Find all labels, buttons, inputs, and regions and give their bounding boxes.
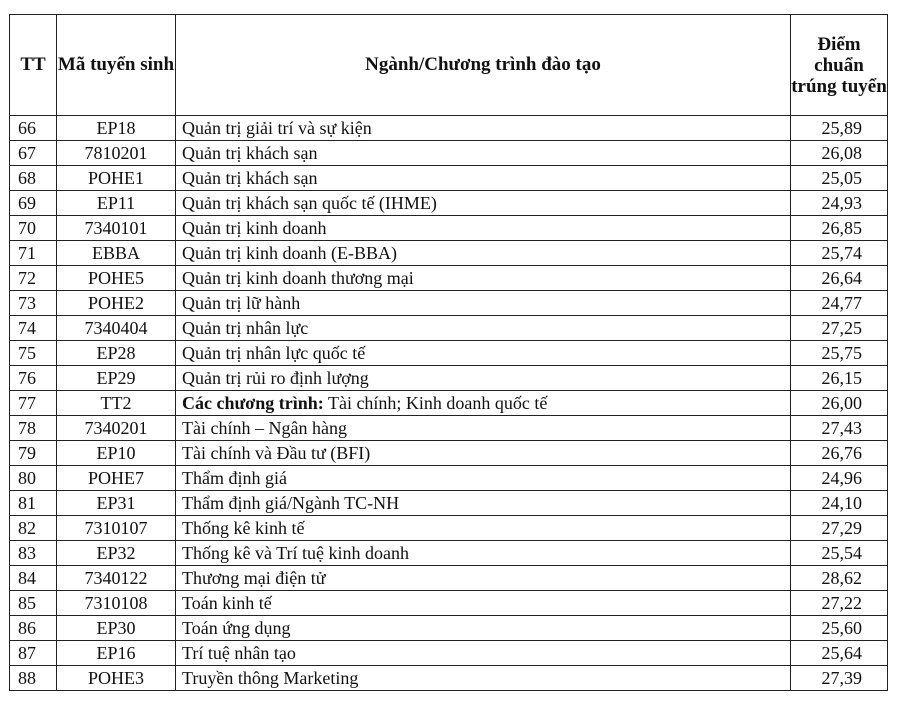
program-name-text: Thương mại điện tử xyxy=(182,568,326,588)
admission-code: EP31 xyxy=(57,491,176,516)
program-name xyxy=(176,641,791,666)
admission-code: EP30 xyxy=(57,616,176,641)
row-number: 81 xyxy=(10,491,57,516)
table-row xyxy=(10,541,888,566)
table-row xyxy=(10,591,888,616)
program-name xyxy=(176,616,791,641)
header-nganh: Ngành/Chương trình đào tạo xyxy=(176,15,791,116)
admission-code: POHE5 xyxy=(57,266,176,291)
program-name xyxy=(176,191,791,216)
admission-code: 7340101 xyxy=(57,216,176,241)
cutoff-score: 24,77 xyxy=(791,291,888,316)
program-name-text: Quản trị kinh doanh (E-BBA) xyxy=(182,243,397,263)
admission-code: POHE7 xyxy=(57,466,176,491)
admission-code: 7310108 xyxy=(57,591,176,616)
table-row xyxy=(10,666,888,691)
program-name xyxy=(176,391,791,416)
cutoff-score: 24,96 xyxy=(791,466,888,491)
program-name-text: Quản trị kinh doanh xyxy=(182,218,327,238)
cutoff-score: 26,64 xyxy=(791,266,888,291)
program-name-text: Quản trị giải trí và sự kiện xyxy=(182,118,372,138)
admission-code: EP16 xyxy=(57,641,176,666)
program-name-text: Thẩm định giá/Ngành TC-NH xyxy=(182,493,400,513)
cutoff-score: 24,93 xyxy=(791,191,888,216)
cutoff-score: 25,75 xyxy=(791,341,888,366)
admission-code: 7810201 xyxy=(57,141,176,166)
table-row xyxy=(10,266,888,291)
admission-code: 7310107 xyxy=(57,516,176,541)
table-row xyxy=(10,291,888,316)
table-row xyxy=(10,116,888,141)
row-number: 67 xyxy=(10,141,57,166)
cutoff-score: 24,10 xyxy=(791,491,888,516)
row-number: 78 xyxy=(10,416,57,441)
program-name xyxy=(176,516,791,541)
admission-code: POHE3 xyxy=(57,666,176,691)
cutoff-score: 26,15 xyxy=(791,366,888,391)
cutoff-score: 26,00 xyxy=(791,391,888,416)
row-number: 82 xyxy=(10,516,57,541)
table-row xyxy=(10,616,888,641)
program-name-text: Toán kinh tế xyxy=(182,593,272,613)
table-row xyxy=(10,241,888,266)
table-row xyxy=(10,216,888,241)
row-number: 68 xyxy=(10,166,57,191)
table-row xyxy=(10,141,888,166)
header-tt: TT xyxy=(10,15,57,116)
program-name-text: Toán ứng dụng xyxy=(182,618,291,638)
cutoff-score: 26,76 xyxy=(791,441,888,466)
table-row xyxy=(10,191,888,216)
cutoff-score: 27,29 xyxy=(791,516,888,541)
program-name xyxy=(176,291,791,316)
admission-code: TT2 xyxy=(57,391,176,416)
row-number: 80 xyxy=(10,466,57,491)
program-name xyxy=(176,341,791,366)
program-name-text: Quản trị khách sạn xyxy=(182,168,318,188)
program-name-text: Quản trị nhân lực quốc tế xyxy=(182,343,366,363)
row-number: 77 xyxy=(10,391,57,416)
table-row xyxy=(10,441,888,466)
program-name-text: Truyền thông Marketing xyxy=(182,668,359,688)
admission-code: 7340404 xyxy=(57,316,176,341)
program-name xyxy=(176,141,791,166)
admission-code: 7340201 xyxy=(57,416,176,441)
row-number: 73 xyxy=(10,291,57,316)
table-header xyxy=(10,15,888,116)
row-number: 76 xyxy=(10,366,57,391)
cutoff-score: 25,64 xyxy=(791,641,888,666)
admission-code: EP10 xyxy=(57,441,176,466)
admission-code: EP28 xyxy=(57,341,176,366)
program-name-text: Tài chính và Đầu tư (BFI) xyxy=(182,443,371,463)
row-number: 66 xyxy=(10,116,57,141)
admission-code: EBBA xyxy=(57,241,176,266)
header-ma-tuyen-sinh: Mã tuyển sinh xyxy=(57,15,176,116)
header-diem-chuan: Điểm chuẩn trúng tuyển xyxy=(791,15,888,116)
table-body xyxy=(10,116,888,691)
program-name xyxy=(176,666,791,691)
cutoff-score: 25,74 xyxy=(791,241,888,266)
admission-code: EP11 xyxy=(57,191,176,216)
table-row xyxy=(10,566,888,591)
table-row xyxy=(10,166,888,191)
program-name xyxy=(176,316,791,341)
cutoff-score: 25,89 xyxy=(791,116,888,141)
admission-code: EP29 xyxy=(57,366,176,391)
cutoff-score: 27,22 xyxy=(791,591,888,616)
table-row xyxy=(10,641,888,666)
row-number: 72 xyxy=(10,266,57,291)
cutoff-score: 25,05 xyxy=(791,166,888,191)
table-row xyxy=(10,416,888,441)
program-name-text: Quản trị nhân lực xyxy=(182,318,309,338)
row-number: 79 xyxy=(10,441,57,466)
program-name xyxy=(176,366,791,391)
table-row xyxy=(10,491,888,516)
cutoff-score: 27,25 xyxy=(791,316,888,341)
cutoff-score: 25,60 xyxy=(791,616,888,641)
program-name xyxy=(176,441,791,466)
cutoff-score: 26,08 xyxy=(791,141,888,166)
program-name xyxy=(176,241,791,266)
header-row xyxy=(10,15,888,116)
program-name xyxy=(176,116,791,141)
program-name-text: Quản trị khách sạn xyxy=(182,143,318,163)
program-name xyxy=(176,466,791,491)
admission-scores-table-container xyxy=(9,14,887,691)
program-name-text: Trí tuệ nhân tạo xyxy=(182,643,296,663)
row-number: 84 xyxy=(10,566,57,591)
program-group-label: Các chương trình: xyxy=(182,393,324,413)
cutoff-score: 28,62 xyxy=(791,566,888,591)
row-number: 75 xyxy=(10,341,57,366)
program-name xyxy=(176,266,791,291)
program-name-text: Quản trị rủi ro định lượng xyxy=(182,368,369,388)
table-row xyxy=(10,366,888,391)
row-number: 85 xyxy=(10,591,57,616)
program-name xyxy=(176,166,791,191)
admission-code: 7340122 xyxy=(57,566,176,591)
program-name-text: Quản trị khách sạn quốc tế (IHME) xyxy=(182,193,437,213)
cutoff-score: 25,54 xyxy=(791,541,888,566)
table-row xyxy=(10,341,888,366)
program-name xyxy=(176,416,791,441)
row-number: 86 xyxy=(10,616,57,641)
row-number: 69 xyxy=(10,191,57,216)
program-name xyxy=(176,216,791,241)
program-name xyxy=(176,541,791,566)
program-name-text: Quản trị kinh doanh thương mại xyxy=(182,268,414,288)
admission-code: POHE1 xyxy=(57,166,176,191)
program-name-text: Tài chính – Ngân hàng xyxy=(182,418,347,438)
admission-code: EP18 xyxy=(57,116,176,141)
program-name-text: Thống kê kinh tế xyxy=(182,518,305,538)
table-row xyxy=(10,516,888,541)
cutoff-score: 26,85 xyxy=(791,216,888,241)
admission-scores-table xyxy=(9,14,888,691)
program-name-text: Quản trị lữ hành xyxy=(182,293,301,313)
program-name xyxy=(176,491,791,516)
program-name-text: Tài chính; Kinh doanh quốc tế xyxy=(323,393,548,413)
table-row xyxy=(10,466,888,491)
program-name xyxy=(176,591,791,616)
admission-code: EP32 xyxy=(57,541,176,566)
row-number: 87 xyxy=(10,641,57,666)
program-name-text: Thẩm định giá xyxy=(182,468,287,488)
table-row xyxy=(10,391,888,416)
row-number: 74 xyxy=(10,316,57,341)
row-number: 83 xyxy=(10,541,57,566)
program-name xyxy=(176,566,791,591)
row-number: 88 xyxy=(10,666,57,691)
row-number: 70 xyxy=(10,216,57,241)
cutoff-score: 27,39 xyxy=(791,666,888,691)
row-number: 71 xyxy=(10,241,57,266)
cutoff-score: 27,43 xyxy=(791,416,888,441)
table-row xyxy=(10,316,888,341)
admission-code: POHE2 xyxy=(57,291,176,316)
program-name-text: Thống kê và Trí tuệ kinh doanh xyxy=(182,543,409,563)
